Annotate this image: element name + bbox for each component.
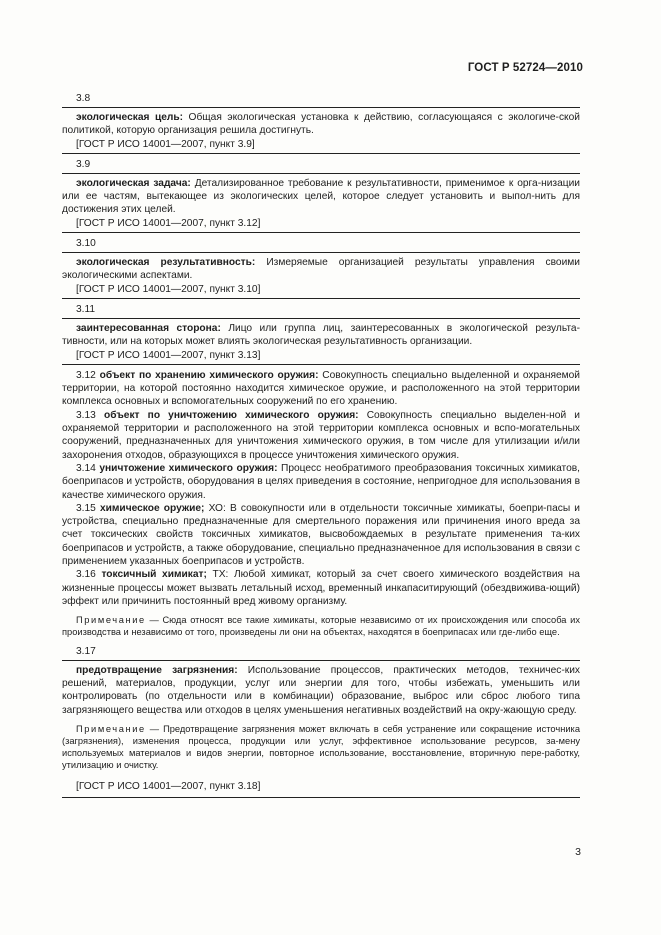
term-paragraph — [62, 462, 580, 502]
term-number: 3.11 — [76, 303, 96, 315]
term-definition — [62, 111, 580, 138]
note — [62, 614, 580, 638]
term-name: экологическая результативность: — [76, 257, 256, 269]
definition-text: ХО: В совокупности или в отдельности токсичные химикаты, боепри-пасы и устройства, специально предназначенные для смертельного поражения или причинения иного вреда за счет токсических свойств токсичных химикатов, высвобождаемых в результате применения та-ких боеприпасов и устройств, а также оборудование, специально предназначенное для использования в связи с применением указанных боеприпасов и устройств. — [62, 502, 580, 568]
term-number: 3.12 — [76, 369, 96, 381]
term-definition — [62, 256, 580, 283]
note — [62, 723, 580, 772]
term-definition — [62, 177, 580, 217]
definition-text: Детализированное требование к результативности, применимое к орга-низации или ее частям, вытекающее из экологических целей, которое следует установить и выпол-нить для достижения этих целей. — [62, 177, 580, 216]
term-reference: [ГОСТ Р ИСО 14001—2007, пункт 3.12] — [76, 217, 261, 229]
term-definition — [62, 322, 580, 349]
term-number: 3.14 — [76, 462, 96, 474]
term-name: предотвращение загрязнения: — [76, 664, 238, 676]
term-reference: [ГОСТ Р ИСО 14001—2007, пункт 3.13] — [76, 349, 261, 361]
term-number: 3.10 — [76, 238, 96, 250]
term-reference: [ГОСТ Р ИСО 14001—2007, пункт 3.9] — [76, 138, 255, 150]
term-number: 3.16 — [76, 569, 96, 581]
term-number: 3.13 — [76, 409, 96, 421]
term-definition — [62, 664, 580, 717]
definition-text: Процесс необратимого преобразования токсичных химикатов, боеприпасов и устройств, оборудования в целях приведения в состояние, непригодное для использования в качестве химического оружия. — [62, 462, 580, 501]
term-box — [62, 252, 580, 299]
term-paragraph — [62, 568, 580, 608]
note-text: — Предотвращение загрязнения может включать в себя устранение или сокращение источника (загрязнения), изменения процесса, продукции или услуг, эффективное использование ресурсов, за-мену используемых материалов и видов энергии, повторное использование, восстановление, вторичную пере-работку, утилизацию и очистку. — [62, 723, 580, 771]
term-paragraph — [62, 409, 580, 462]
definition-text: Совокупность специально выделенной и охраняемой территории, на которой постоянно находится химическое оружие, и расположенного на этой территории комплекса основных и вспомогательных сооружений по его хранению. — [62, 369, 580, 408]
term-paragraph — [62, 369, 580, 409]
definition-text: Использование процессов, практических методов, техничес-ких решений, материалов, продукции, услуг или энергии для того, чтобы избежать, уменьшить или контролировать (по отдельности или в комбинации) образование, выброс или сброс любого типа загрязняющего вещества или отходов в целях уменьшения негативных воздействий на окру-жающую среду. — [62, 664, 580, 716]
term-paragraph — [62, 502, 580, 568]
term-box — [62, 173, 580, 233]
term-name: объект по хранению химического оружия: — [99, 369, 319, 381]
note-label: Примечание — [76, 723, 146, 734]
term-number: 3.9 — [76, 158, 91, 170]
term-reference: [ГОСТ Р ИСО 14001—2007, пункт 3.18] — [76, 780, 261, 792]
term-name: экологическая задача: — [76, 177, 191, 189]
term-name: химическое оружие; — [99, 502, 205, 514]
note-text: — Сюда относят все такие химикаты, которые независимо от их происхождения или способа их производства и независимо от того, произведены ли они на объектах, находятся в боеприпасах или где-либо еще. — [62, 615, 580, 638]
term-name: заинтересованная сторона: — [76, 322, 221, 334]
term-number: 3.15 — [76, 502, 96, 514]
definition-text: Общая экологическая установка к действию, согласующаяся с экологиче-ской политикой, которую организация решила достигнуть. — [62, 112, 580, 137]
standard-designation: ГОСТ Р 52724—2010 — [467, 62, 583, 74]
term-name: объект по уничтожению химического оружия: — [103, 409, 359, 421]
term-box — [62, 660, 580, 798]
term-number: 3.17 — [76, 645, 96, 657]
term-number: 3.8 — [76, 93, 91, 104]
term-name: уничтожение химического оружия: — [99, 462, 278, 474]
definition-text: Совокупность специально выделен-ной и охраняемой территории и расположенного на этой территории комплекса основных и вспо-могательных сооружений, предназначенных для уничтожения химического оружия, в том числе для утилизации и/или захоронения отходов, образующихся в процессе уничтожения химического оружия. — [62, 409, 580, 461]
term-name: экологическая цель: — [76, 112, 184, 123]
page-number: 3 — [575, 846, 581, 858]
definition-text: Лицо или группа лиц, заинтересованных в экологической результа-тивности, или на которых может влиять экологическая результативность организации. — [62, 322, 580, 348]
note-label: Примечание — [76, 615, 146, 626]
term-box — [62, 318, 580, 365]
term-box — [62, 107, 580, 154]
definition-text: Измеряемые организацией результаты управления своими экологическими аспектами. — [62, 257, 580, 282]
page-content — [62, 92, 580, 802]
term-name: токсичный химикат; — [101, 569, 207, 581]
term-reference: [ГОСТ Р ИСО 14001—2007, пункт 3.10] — [76, 283, 261, 295]
definition-text: ТХ: Любой химикат, который за счет своего химического воздействия на жизненные процессы может вызвать летальный исход, временный инкапаситирующий (обездвижива-ющий) эффект или причинить постоянный вред живому организму. — [62, 569, 580, 607]
